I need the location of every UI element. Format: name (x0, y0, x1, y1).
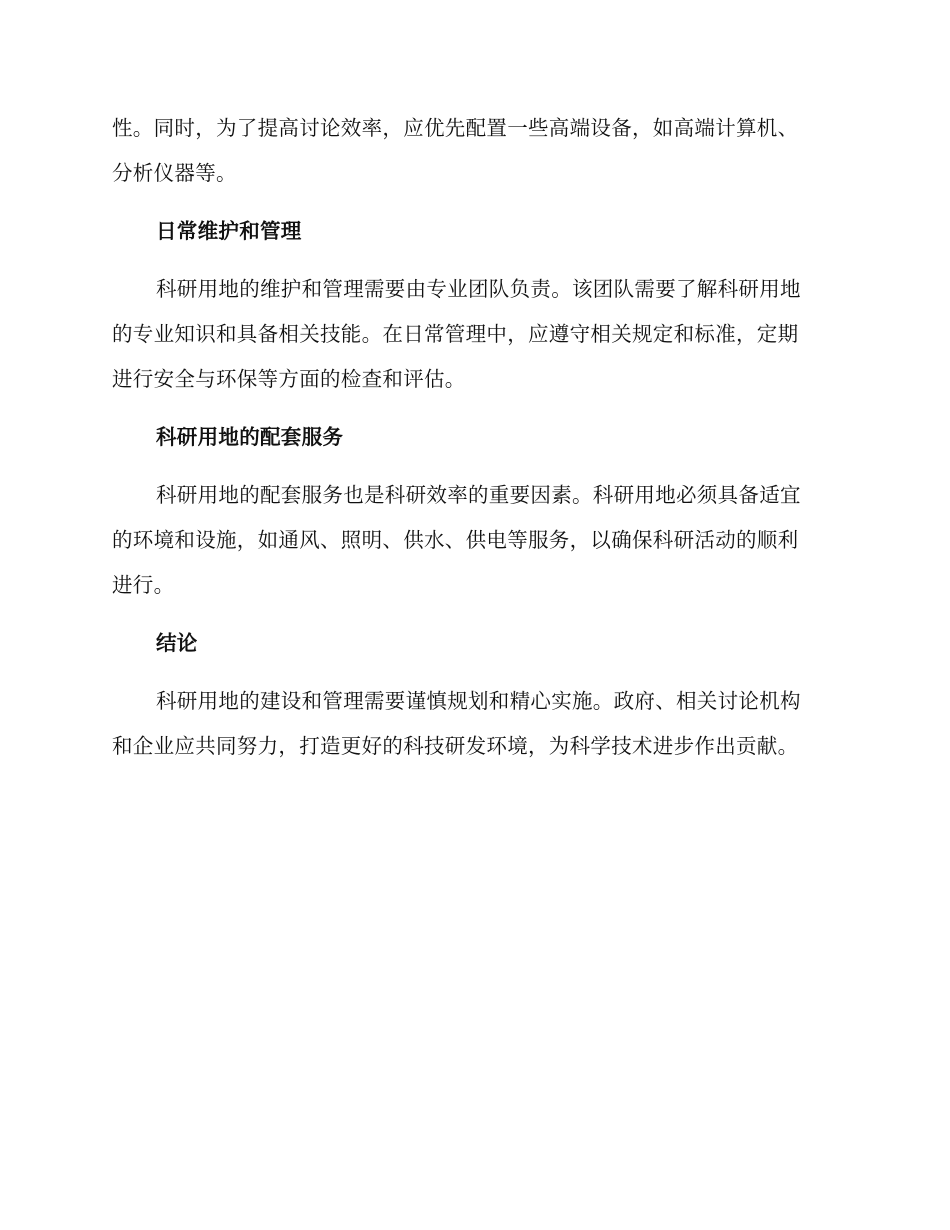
text-line: 科研用地的建设和管理需要谨慎规划和精心实施。政府、相关讨论机构 (156, 689, 801, 713)
section-heading-conclusion: 结论 (156, 631, 198, 655)
text-line: 性。同时，为了提高讨论效率，应优先配置一些高端设备，如高端计算机、 (112, 116, 799, 140)
paragraph-maintenance (112, 267, 832, 402)
text-line: 的专业知识和具备相关技能。在日常管理中，应遵守相关规定和标准，定期 (112, 322, 799, 346)
text-line: 的环境和设施，如通风、照明、供水、供电等服务，以确保科研活动的顺利 (112, 528, 799, 552)
text-line: 进行。 (112, 573, 175, 597)
paragraph-conclusion (112, 679, 832, 769)
text-line: 科研用地的配套服务也是科研效率的重要因素。科研用地必须具备适宜 (156, 483, 801, 507)
document-page (112, 106, 832, 782)
paragraph-equipment-continued (112, 106, 832, 196)
text-line: 进行安全与环保等方面的检查和评估。 (112, 367, 466, 391)
section-heading-maintenance: 日常维护和管理 (156, 219, 302, 243)
text-line: 和企业应共同努力，打造更好的科技研发环境，为科学技术进步作出贡献。 (112, 734, 799, 758)
text-line: 科研用地的维护和管理需要由专业团队负责。该团队需要了解科研用地 (156, 277, 801, 301)
section-heading-support-services: 科研用地的配套服务 (156, 425, 344, 449)
paragraph-support-services (112, 473, 832, 608)
text-line: 分析仪器等。 (112, 161, 237, 185)
